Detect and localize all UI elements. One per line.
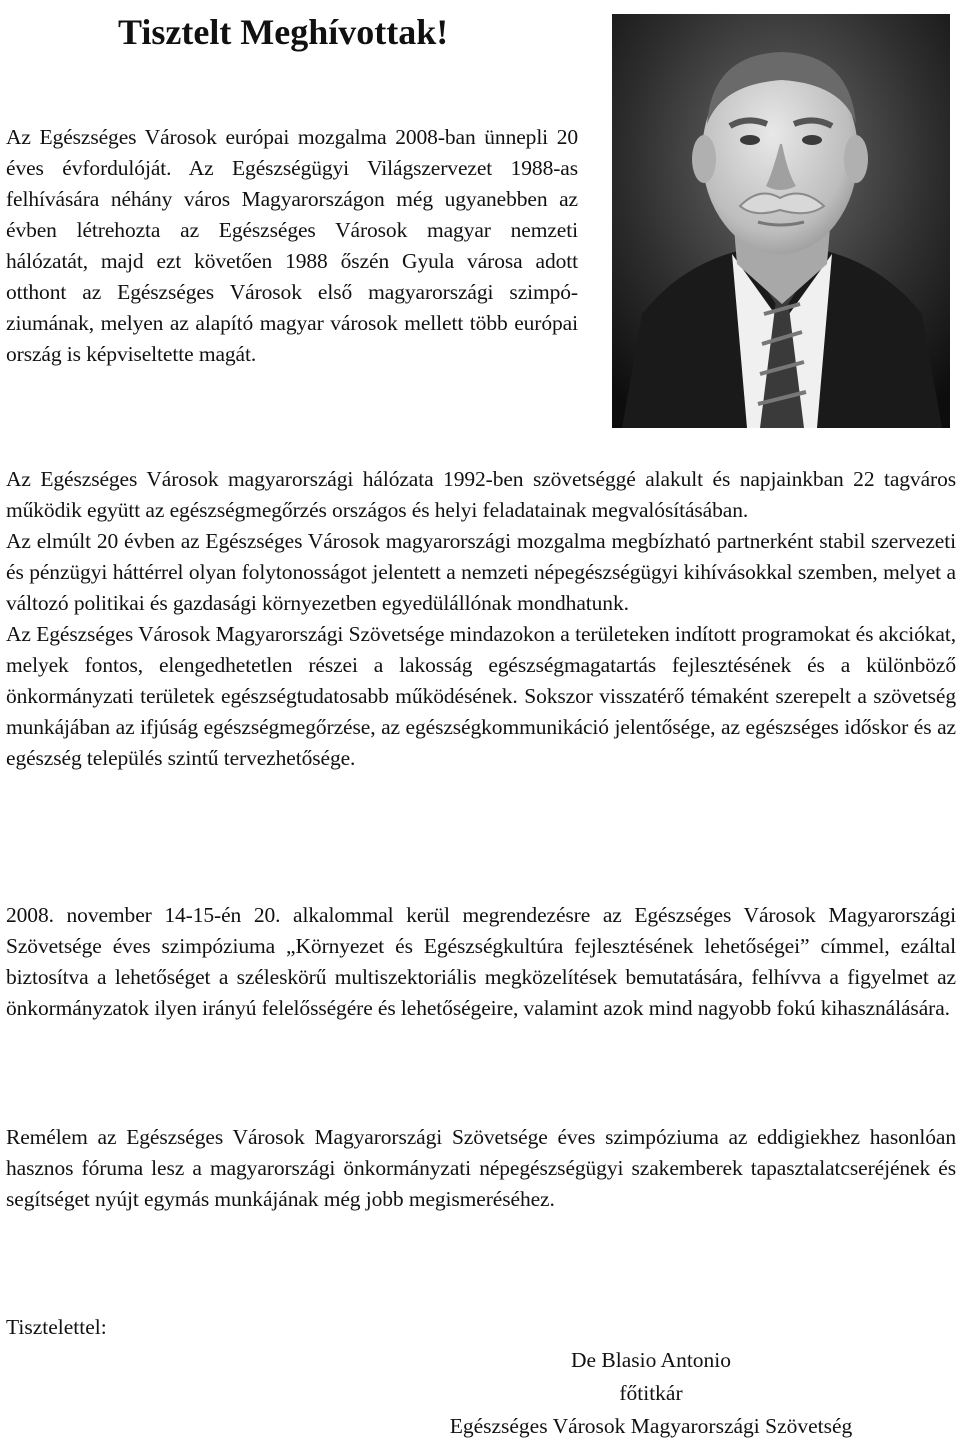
paragraph-closing: Remélem az Egészséges Városok Magyarországi Szövetsége éves szimpóziuma az eddigiekhez hasonlóan hasznos fóruma lesz a magyarországi önkormányzati népegészségügyi szakemberek tapasztalatcseréjének és segítséget nyújt egymás munkájának még jobb megismeréséhez.: [6, 1125, 956, 1211]
paragraph-programs: Az Egészséges Városok Magyarországi Szövetsége mindazokon a területeken indított programokat és akciókat, melyek fontos, elengedhetetlen részei a lakosság egészségmagatartás fejlesztésének és a különböző önkormányzati területek egészségtudatosabb működésének. Sokszor visszatérő témaként szerepelt a szövetség munkájában az ifjúság egészségmegőrzése, az egészségkommunikáció jelentősége, az egészséges időskor és az egészség település szintű tervezhetősége.: [6, 622, 956, 770]
paragraph-twenty-years: Az elmúlt 20 évben az Egészséges Városok magyarországi mozgalma megbízható partnerként stabil szervezeti és pénzügyi háttérrel olyan folytonosságot jelentett a nemzeti népegészségügyi kihívásokkal szemben, melyet a változó politikai és gazdasági környezetben egyedülállónak mondhatunk.: [6, 529, 956, 615]
paragraph-federation: Az Egészséges Városok magyarországi hálózata 1992-ben szövetséggé alakult és napjainkban 22 tagváros működik együtt az egészségmegőrzés országos és helyi feladatainak megvalósításában.: [6, 467, 956, 522]
paragraph-symposium: 2008. november 14-15-én 20. alkalommal kerül megrendezésre az Egészséges Városok Magyarországi Szövetsége éves szimpóziuma „Környezet és Egészségkultúra fejlesztésének lehetőségei” címmel, ezáltal biztosítva a lehetőséget a széleskörű multiszektoriális megközelítések bemutatására, felhívva a figyelmet az önkormányzatok ilyen irányú felelősségére és lehetőségeire, valamint azok mind nagyobb fokú kihasználására.: [6, 903, 956, 1020]
greeting: Tisztelettel:: [6, 1315, 107, 1339]
letter-title: Tisztelt Meghívottak!: [118, 12, 449, 52]
signature-block: [360, 1344, 942, 1443]
intro-paragraph: Az Egészséges Városok európai mozgalma 2008-ban ünnepli 20 éves évfordulóját. Az Egészségügyi Világszervezet 1988-as felhívására néhány város Magyarországon még ugyanebben az évben létrehozta az Egészséges Városok magyar nemzeti hálózatát, majd ezt követően 1988 őszén Gyula városa adott otthont az Egészséges Városok első magyarországi szimpó-ziumának, melyen az alapító magyar városok mellett több európai ország is képviseltette magát.: [6, 125, 578, 366]
signature-role: főtitkár: [619, 1381, 683, 1405]
signature-name: De Blasio Antonio: [570, 1348, 732, 1372]
signature-organization: Egészséges Városok Magyarországi Szövetség: [449, 1414, 853, 1438]
portrait-photo: [612, 14, 950, 428]
